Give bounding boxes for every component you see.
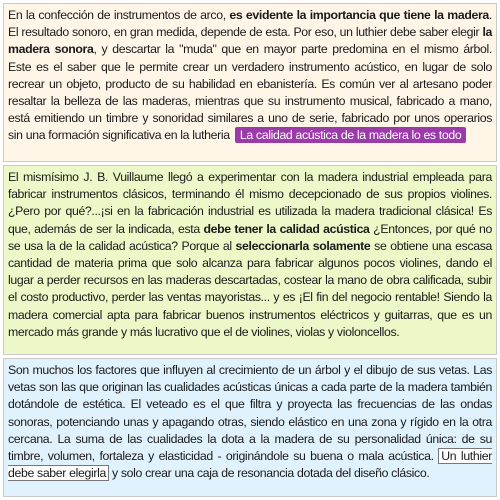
panel2-text-1: El mismísimo J. B. Vuillaume llegó a experimentar con la madera industrial empleada para fabricar instrumentos clásicos, terminando él mismo decepcionado de sus propios violines. ¿Pero por qué?...¡si en la fabricación industrial es utilizada la madera tradicional clásica! Es que, además de ser la indicada, esta [8,170,492,236]
panel3-text-1: Son muchos los factores que influyen al crecimiento de un árbol y el dibujo de sus vetas. Las vetas son las que originan las cualidades acústicas únicas a cada parte de la madera también dotándole de estética. El veteado es el que filtra y proyecta las frecuencias de las ondas sonoras, potenciando unas y apagando otras, siendo elástico en una zona y rígido en la otra cercana. La suma de las cualidades la dota a la madera de su personalidad única: de su timbre, volumen, fortaleza y elasticidad - originándole su buena o mala acústica. [8,363,492,464]
panel2-text-3: se obtiene una escasa cantidad de materia prima que solo alcanza para fabricar algunos pocos violines, dando el lugar a perder recursos en las maderas descartadas, costear la mano de obra calificada, subir el costo productivo, perder las ventas mayoristas... y es ¡El fin del negocio rentable! Siendo la madera comercial apta para fabricar buenos instrumentos eléctricos y guitarras, que es un mercado más grande y más lucrativo que el de violines, violas y violoncellos. [8,238,493,339]
luthier-choice-box: Un luthier debe saber elegirla [8,449,492,481]
panel1-text-1: En la confección de instrumentos de arco, [8,8,230,22]
panel2-bold-1: debe tener la calidad acústica [203,221,370,236]
panel1-bold-2: la madera sonora [8,25,492,57]
panel1-text-3: , y descartar la "muda" que en mayor parte predomina en el mismo árbol. Este es el saber que le permite crear un verdadero instrumento acústico, en lugar de solo recrear un objeto, producto de su habilidad en ebanistería. Es común ver al artesano poder resaltar la belleza de las maderas, mientras que su instrumento musical, fabricado a mano, está emitiendo un timbre y sonoridad similares a uno de serie, fabricado por unos operarios sin una formación significativa en la lutheria [8,42,492,143]
panel2-text-2: ¿Entonces, por qué no se usa la de la calidad acústica? Porque al [8,221,492,253]
panel3-text-2: y solo crear una caja de resonancia dotada del diseño clásico. [108,466,430,481]
panel1-bold-1: es evidente la importancia que tiene la madera [229,8,489,22]
panel-vuillaume-industrial [3,165,497,355]
acoustic-quality-banner: La calidad acústica de la madera lo es todo [235,127,466,143]
panel2-bold-2: seleccionarla solamente [235,238,371,253]
panel-importance-of-wood [3,3,497,162]
panel1-text-2: . El resultado sonoro, en gran medida, depende de esta. Por eso, un luthier debe saber elegir [8,8,492,40]
panel-grain-factors [3,358,497,497]
